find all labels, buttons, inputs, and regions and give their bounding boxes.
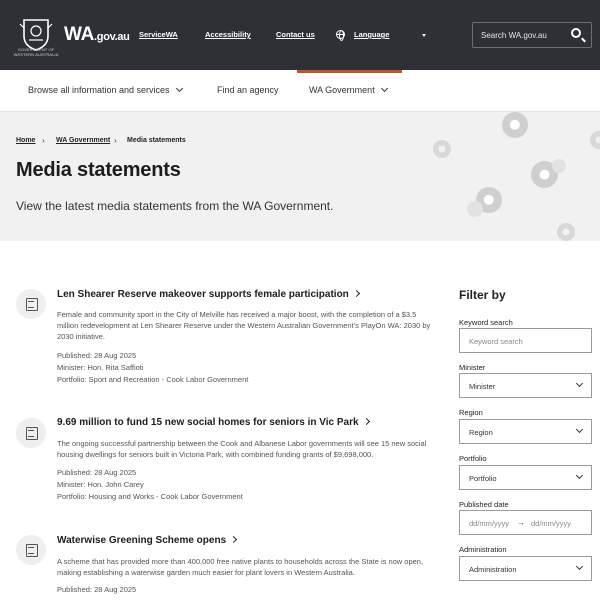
filter-heading: Filter by [459, 288, 506, 302]
nav-find-agency[interactable] [217, 85, 279, 95]
brand-text: WA [64, 24, 95, 45]
decorative-bubble-icon [433, 140, 451, 158]
nav-label: Find an agency [217, 85, 279, 95]
chevron-down-icon [576, 563, 583, 570]
decorative-bubble-icon [502, 112, 528, 138]
breadcrumb-separator-icon: › [42, 136, 45, 145]
date-from-input[interactable]: dd/mm/yyyy [469, 519, 510, 528]
search-icon[interactable] [571, 28, 581, 38]
region-select[interactable] [459, 419, 592, 444]
nav-label: Browse all information and services [28, 85, 170, 95]
statement-title-link[interactable] [57, 535, 236, 546]
contact-us-link[interactable]: Contact us [276, 30, 315, 39]
statement-published: Published: 28 Aug 2025 [57, 468, 137, 477]
region-label: Region [459, 408, 483, 417]
statement-portfolio: Portfolio: Housing and Works - Cook Labor Government [57, 492, 243, 501]
decorative-bubble-icon [557, 223, 575, 241]
portfolio-selected: Portfolio [469, 474, 497, 483]
keyword-placeholder: Keyword search [469, 337, 523, 346]
published-date-label: Published date [459, 500, 509, 509]
site-logo[interactable] [64, 24, 130, 46]
crest-caption: GOVERNMENT OF WESTERN AUSTRALIA [13, 47, 59, 57]
statement-summary: A scheme that has provided more than 400,000 free native plants to households across the State is now open, making establishing a waterwise garden much easier for plant lovers in Western Australia. [57, 557, 424, 577]
nav-browse-all[interactable] [28, 85, 182, 95]
chevron-down-icon [576, 426, 583, 433]
chevron-down-icon [576, 472, 583, 479]
portfolio-label: Portfolio [459, 454, 487, 463]
globe-icon [336, 30, 345, 39]
published-date-range[interactable] [459, 510, 592, 535]
chevron-down-icon [381, 85, 388, 92]
statement-published: Published: 28 Aug 2025 [57, 351, 137, 360]
keyword-search-input[interactable] [459, 328, 592, 353]
administration-selected: Administration [469, 565, 517, 574]
nav-active-indicator [297, 70, 402, 73]
statement-title: Len Shearer Reserve makeover supports female participation [57, 289, 349, 300]
statement-summary: Female and community sport in the City of Melville has received a major boost, with the completion of a $3.5 million redevelopment at Len Shearer Reserve under the Western Australian Government's PlayOn WA: 2030 by 2030 initiative. [57, 310, 431, 341]
breadcrumb-wa-government[interactable]: WA Government [56, 137, 111, 144]
accessibility-link[interactable]: Accessibility [205, 30, 251, 39]
breadcrumb-current: Media statements [127, 137, 186, 144]
chevron-right-icon [230, 536, 237, 543]
keyword-label: Keyword search [459, 318, 513, 327]
brand-suffix: .gov.au [94, 31, 130, 43]
chevron-down-icon [176, 85, 183, 92]
nav-label: WA Government [309, 85, 375, 95]
chevron-right-icon [353, 290, 360, 297]
language-selector[interactable]: Language [354, 30, 390, 39]
chevron-right-icon [363, 418, 370, 425]
statement-published: Published: 28 Aug 2025 [57, 585, 137, 594]
decorative-bubble-icon [552, 159, 566, 173]
administration-label: Administration [459, 545, 507, 554]
breadcrumb-separator-icon: › [114, 136, 117, 145]
statement-title-link[interactable] [57, 417, 369, 428]
statement-title: Waterwise Greening Scheme opens [57, 535, 227, 546]
caret-down-icon[interactable] [422, 34, 426, 37]
document-icon [16, 289, 46, 319]
servicewa-link[interactable]: ServiceWA [139, 30, 178, 39]
statement-minister: Minister: Hon. Rita Saffioti [57, 363, 144, 372]
nav-wa-government[interactable] [309, 85, 387, 95]
document-icon [16, 418, 46, 448]
statement-minister: Minister: Hon. John Carey [57, 480, 144, 489]
minister-label: Minister [459, 363, 486, 372]
portfolio-select[interactable] [459, 465, 592, 490]
site-search-input[interactable] [472, 22, 592, 48]
statement-portfolio: Portfolio: Sport and Recreation - Cook Labor Government [57, 375, 249, 384]
page-title: Media statements [16, 159, 181, 181]
page-subtitle: View the latest media statements from the WA Government. [16, 199, 334, 213]
statement-summary: The ongoing successful partnership between the Cook and Albanese Labor governments will see 15 new social housing dwellings for seniors built in Victoria Park, with combined funding grants of $9,698,000. [57, 439, 427, 459]
minister-selected: Minister [469, 382, 496, 391]
search-placeholder: Search WA.gov.au [481, 31, 547, 40]
document-icon [16, 535, 46, 565]
breadcrumb-home[interactable]: Home [16, 137, 36, 144]
date-to-input[interactable]: dd/mm/yyyy [531, 519, 572, 528]
chevron-down-icon [576, 380, 583, 387]
arrow-right-icon: → [517, 518, 525, 527]
administration-select[interactable] [459, 556, 592, 581]
statement-title-link[interactable] [57, 289, 359, 300]
minister-select[interactable] [459, 373, 592, 398]
decorative-bubble-icon [467, 201, 483, 217]
region-selected: Region [469, 428, 493, 437]
statement-title: 9.69 million to fund 15 new social homes for seniors in Vic Park [57, 417, 359, 428]
